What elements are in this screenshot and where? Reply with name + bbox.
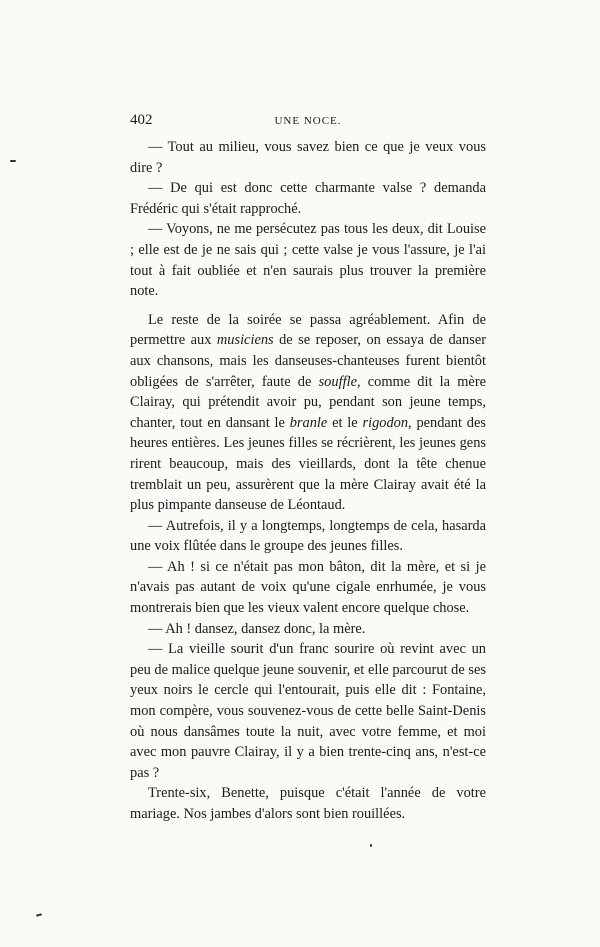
paragraph: — Ah ! si ce n'était pas mon bâton, dit la mère, et si je n'avais pas autant de voix qu'une cigale enrhumée, je vous montrerais bien que les vieux valent encore quelque chose.	[130, 558, 486, 617]
text-run: , pendant des heures entières. Les jeunes filles se récrièrent, les jeunes gens rirent beaucoup, mais des vieillards, dont la tête chenue tremblait un peu, assurèrent que la mère Clairay avait été la plus pimpante danseuse de Léontaud.	[130, 414, 486, 514]
scan-speck	[370, 844, 372, 847]
text-run: de se reposer, on essaya de danser aux chansons, mais les danseuses-chanteuses furent bientôt obligées de s'arrêter, faute de	[130, 332, 487, 390]
paragraph: — Voyons, ne me persécutez pas tous les deux, dit Louise ; elle est de je ne sais qui ; cette valse je vous l'assure, je l'ai tout à fait oubliée et n'en saurais plus trouver la première note.	[130, 221, 486, 300]
scan-speck	[36, 913, 42, 916]
text-run: , comme dit la mère Clairay, qui prétendit avoir pu, pendant son jeune temps, chanter, tout en dansant le	[130, 373, 486, 431]
running-title: UNE NOCE.	[274, 115, 342, 127]
italic-run: branle	[289, 414, 328, 431]
page-number: 402	[130, 112, 153, 128]
italic-run: musiciens	[216, 332, 274, 349]
paragraph: — Autrefois, il y a longtemps, longtemps de cela, hasarda une voix flûtée dans le groupe des jeunes filles.	[130, 517, 486, 555]
text-run: Le reste de la soirée se passa agréablement. Afin de permettre aux	[130, 311, 486, 349]
paragraph: — Ah ! dansez, dansez donc, la mère.	[148, 620, 366, 637]
italic-run: rigodon	[362, 414, 409, 431]
paragraph: — De qui est donc cette charmante valse ? demanda Frédéric qui s'était rapproché.	[130, 180, 486, 217]
page-header	[130, 112, 486, 134]
paragraph: — Tout au milieu, vous savez bien ce que je veux vous dire ?	[130, 139, 486, 176]
italic-run: souffle	[318, 373, 357, 390]
body-text	[130, 137, 486, 825]
paragraph: — La vieille sourit d'un franc sourire où revint avec un peu de malice quelque jeune souvenir, et elle parcourut de ses yeux noirs le cercle qui l'entourait, puis elle dit : Fontaine, mon compère, vous souvenez-vous de cette belle Saint-Denis où nous dansâmes toute la nuit, avec votre femme, et moi avec mon pauvre Clairay, il y a bien trente-cinq ans, n'est-ce pas ?	[130, 641, 486, 781]
paragraph: Trente-six, Benette, puisque c'était l'année de votre mariage. Nos jambes d'alors sont bien rouillées.	[130, 785, 486, 822]
text-run: et le	[327, 414, 363, 431]
paragraph	[130, 310, 486, 516]
scan-speck	[10, 160, 16, 162]
